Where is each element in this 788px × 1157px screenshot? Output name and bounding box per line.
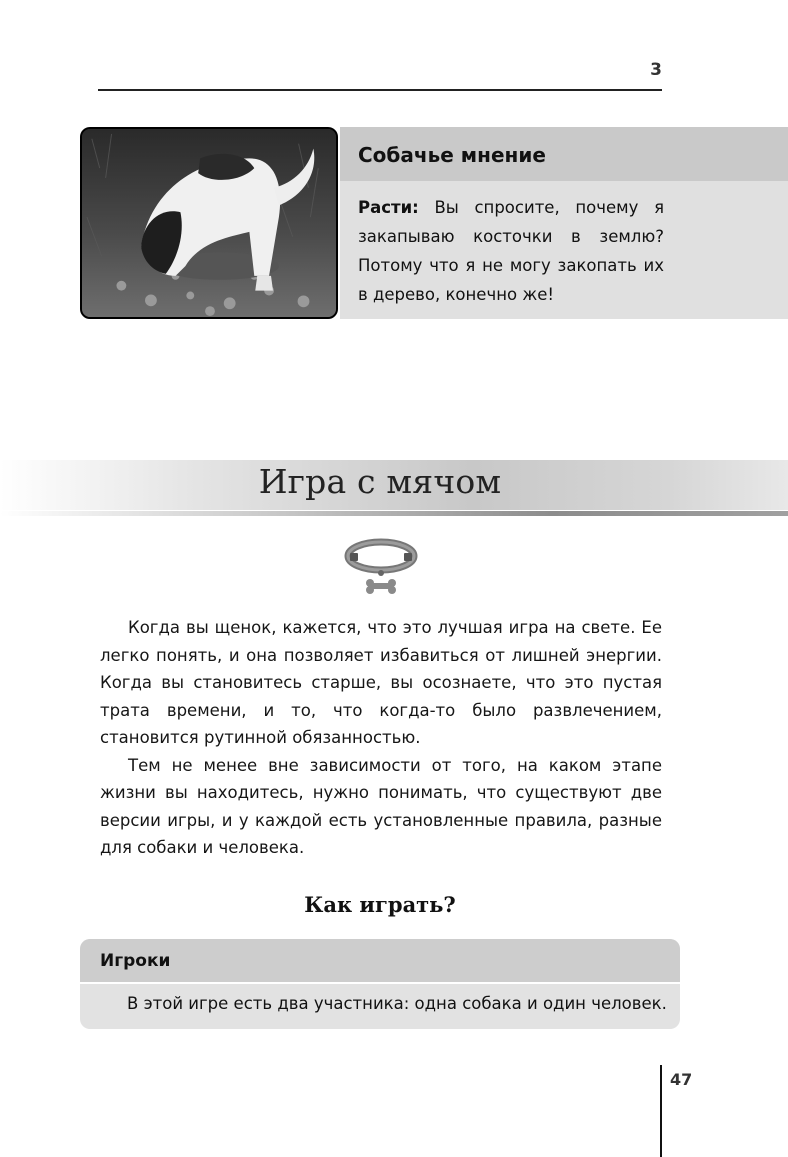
subheading: Как играть? [304, 892, 456, 917]
section-title-underline [0, 511, 788, 516]
paragraph: Тем не менее вне зависимости от того, на каком этапе жизни вы находитесь, нужно понимать, что существуют две версии игры, и у каждой есть установленные правила, разные для собаки и человека. [100, 755, 662, 857]
page-number: 47 [670, 1070, 693, 1089]
chapter-number: 3 [650, 60, 662, 80]
sidebar-quote [358, 193, 664, 309]
paragraph: Когда вы щенок, кажется, что это лучшая игра на свете. Ее легко понять, и она позволяет избавиться от лишней энергии. Когда вы становитесь старше, вы осознаете, что это пустая трата времени, и то, что когда-то было развлечением, становится рутинной обязанностью. [100, 618, 662, 747]
quote-text: Вы спросите, почему я закапываю косточки в землю? Потому что я не могу закопать их в дерево, конечно же! [358, 198, 665, 304]
section-title: Игра с мячом [258, 462, 502, 501]
players-info-box [80, 939, 680, 1029]
info-box-text: В этой игре есть два участника: одна собака и один человек. [127, 994, 667, 1013]
dog-digging-photo [80, 127, 338, 319]
body-text [100, 614, 662, 862]
dog-collar-bone-icon [341, 536, 421, 600]
folio-rule [660, 1065, 662, 1157]
sidebar-title: Собачье мнение [358, 143, 546, 167]
header-rule [98, 89, 662, 91]
info-box-title: Игроки [100, 951, 171, 971]
speaker-name: Расти: [358, 198, 419, 217]
